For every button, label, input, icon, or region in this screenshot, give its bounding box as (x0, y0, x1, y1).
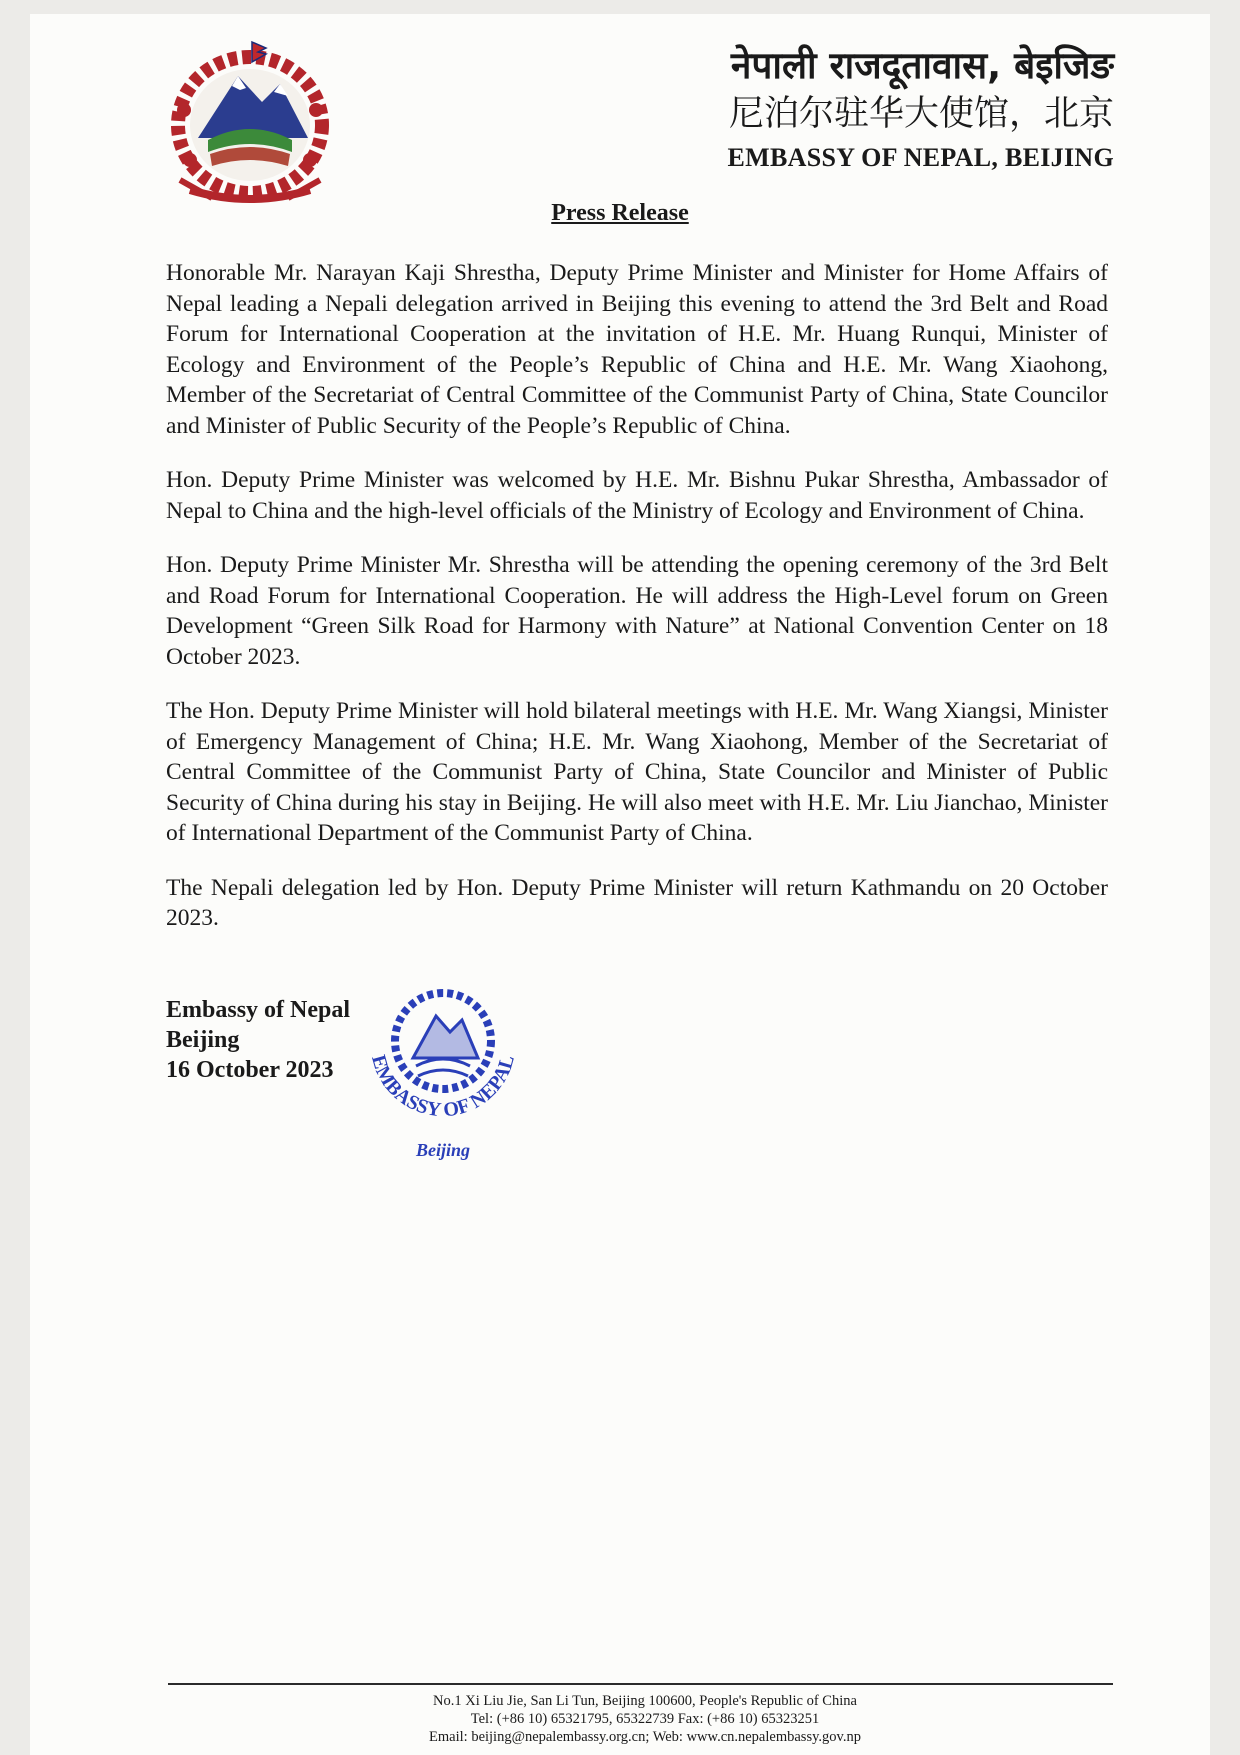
footer-email-web: Email: beijing@nepalembassy.org.cn; Web: www.cn.nepalembassy.gov.np (429, 1729, 861, 1745)
signature-city: Beijing (166, 1027, 240, 1053)
signature-block (166, 995, 350, 1085)
press-release-body (166, 258, 1108, 958)
paragraph: Hon. Deputy Prime Minister Mr. Shrestha will be attending the opening ceremony of the 3rd Belt and Road Forum for International Cooperation. He will address the High-Level forum on Green Development “Green Silk Road for Harmony with Nature” at National Convention Center on 18 October 2023. (166, 552, 1108, 670)
nepal-emblem-icon (150, 40, 350, 210)
footer-phones: Tel: (+86 10) 65321795, 65322739 Fax: (+86 10) 65323251 (470, 1711, 820, 1727)
footer-divider (168, 1683, 1113, 1685)
paragraph: The Hon. Deputy Prime Minister will hold bilateral meetings with H.E. Mr. Wang Xiangsi, Minister of Emergency Management of China; H.E. Mr. Wang Xiaohong, Member of the Secretariat of Central Committee of the Communist Party of China, State Councilor and Minister of Public Security of China during his stay in Beijing. He will also meet with H.E. Mr. Liu Jianchao, Minister of International Department of the Communist Party of China. (166, 698, 1108, 846)
paragraph: The Nepali delegation led by Hon. Deputy Prime Minister will return Kathmandu on 20 October 2023. (166, 874, 1108, 931)
signature-org: Embassy of Nepal (166, 997, 351, 1023)
embassy-letterhead (654, 42, 1114, 178)
svg-text:EMBASSY OF NEPAL: EMBASSY OF NEPAL (367, 1052, 519, 1122)
signature-date: 16 October 2023 (166, 1057, 334, 1083)
letterhead-chinese: 尼泊尔驻华大使馆，北京 (728, 94, 1114, 134)
footer-contact (300, 1692, 990, 1746)
footer-address: No.1 Xi Liu Jie, San Li Tun, Beijing 100600, People's Republic of China (433, 1693, 857, 1709)
embassy-seal-stamp (358, 966, 528, 1166)
letterhead-english: EMBASSY OF NEPAL, BEIJING (727, 143, 1114, 172)
paragraph: Hon. Deputy Prime Minister was welcomed by H.E. Mr. Bishnu Pukar Shrestha, Ambassador of Nepal to China and the high-level officials of the Ministry of Ecology and Environment of China. (166, 467, 1108, 524)
svg-text:Beijing: Beijing (415, 1140, 471, 1160)
paragraph: Honorable Mr. Narayan Kaji Shrestha, Deputy Prime Minister and Minister for Home Affairs of Nepal leading a Nepali delegation arrived in Beijing this evening to attend the 3rd Belt and Road Forum for International Cooperation at the invitation of H.E. Mr. Huang Runqui, Minister of Ecology and Environment of the People’s Republic of China and H.E. Mr. Wang Xiaohong, Member of the Secretariat of Central Committee of the Communist Party of China, State Councilor and Minister of Public Security of the People’s Republic of China. (166, 260, 1108, 439)
document-title: Press Release (551, 200, 689, 226)
letterhead-nepali: नेपाली राजदूतावास, बेइजिङ (730, 44, 1114, 87)
